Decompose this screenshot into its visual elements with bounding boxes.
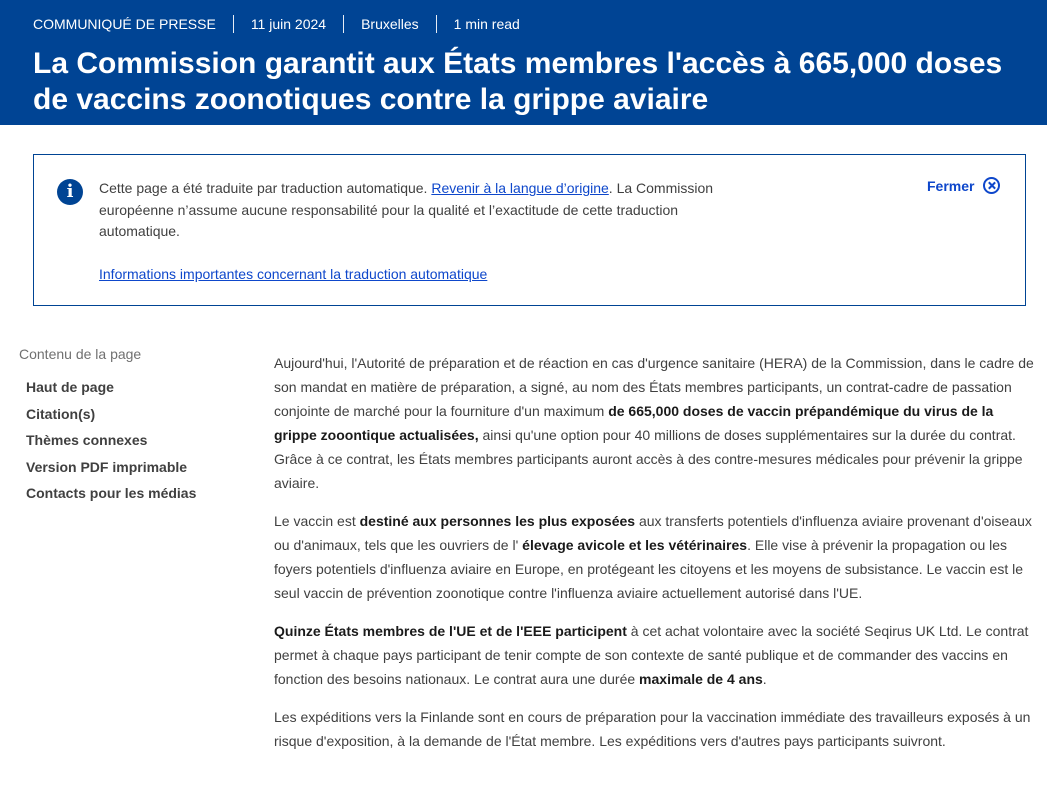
read-time: 1 min read xyxy=(453,16,520,32)
toc-list xyxy=(26,378,196,511)
close-label: Fermer xyxy=(927,177,975,194)
toc-item-quotes[interactable]: Citation(s) xyxy=(26,405,96,422)
toc-title: Contenu de la page xyxy=(19,346,142,362)
toc-item-media-contacts[interactable]: Contacts pour les médias xyxy=(26,485,197,501)
revert-language-link[interactable]: Revenir à la langue d’origine xyxy=(431,180,609,196)
paragraph-3 xyxy=(274,619,1039,691)
text-run: aux transferts potentiels d'influenza aviaire provenant d'oiseaux ou d'animaux, tels que les ouvriers de l' xyxy=(274,513,1032,553)
toc-item-pdf-version[interactable]: Version PDF imprimable xyxy=(26,458,188,475)
text-run: Le vaccin est xyxy=(274,513,360,529)
toc-item-related-topics[interactable]: Thèmes connexes xyxy=(26,432,148,448)
text-run: . Elle vise à prévenir la propagation ou les foyers potentiels d'influenza aviaire en Europe, en protégeant les citoyens et les moyens de subsistance. Le vaccin est le seul vaccin de prévention zoonotique contre l'influenza aviaire actuellement autorisé dans l'UE. xyxy=(274,537,1023,601)
text-run: . xyxy=(762,671,767,687)
page-header xyxy=(0,0,1047,125)
bold-text: maximale de 4 ans xyxy=(639,671,763,687)
notice-text-after: . La Commission européenne n’assume aucune responsabilité pour la qualité et l’exactitude de cette traduction automatique. xyxy=(99,180,714,239)
location: Bruxelles xyxy=(361,16,419,32)
meta-divider xyxy=(343,15,344,33)
text-run: Aujourd'hui, l'Autorité de préparation et de réaction en cas d'urgence sanitaire (HERA) de la Commission, dans le cadre de son mandat en matière de préparation, a signé, au nom des États membres participants, un contrat-cadre de passation conjointe de marché pour la fourniture d'un maximum xyxy=(274,355,1034,419)
translation-info-link[interactable]: Informations importantes concernant la traduction automatique xyxy=(99,266,488,282)
close-icon xyxy=(983,177,1000,194)
info-icon: i xyxy=(57,179,83,205)
paragraph-2 xyxy=(274,509,1039,605)
paragraph-4: Les expéditions vers la Finlande sont en cours de préparation pour la vaccination immédiate des travailleurs exposés à un risque d'exposition, à la demande de l'État membre. Les expéditions vers d'autres pays participants suivront. xyxy=(274,709,1031,749)
bold-text: destiné aux personnes les plus exposées xyxy=(359,513,636,529)
text-run: à cet achat volontaire avec la société Seqirus UK Ltd. Le contrat permet à chaque pays participant de tenir compte de son contexte de santé publique et de commander des vaccins en fonction des besoins nationaux. Le contrat aura une durée xyxy=(274,623,1029,687)
meta-divider xyxy=(436,15,437,33)
content-type: COMMUNIQUÉ DE PRESSE xyxy=(33,16,216,32)
toc-item-top[interactable]: Haut de page xyxy=(26,379,114,395)
publish-date: 11 juin 2024 xyxy=(250,16,327,32)
article-body xyxy=(274,351,1039,767)
paragraph-1 xyxy=(274,351,1039,495)
text-run: ainsi qu'une option pour 40 millions de doses supplémentaires sur la durée du contrat. Grâce à ce contrat, les États membres participants auront accès à des contre-mesures médicales pour prévenir la grippe aviaire. xyxy=(274,427,1023,491)
bold-text: Quinze États membres de l'UE et de l'EEE participent xyxy=(274,623,627,639)
notice-text xyxy=(99,178,739,243)
close-button[interactable] xyxy=(927,177,1000,194)
meta-divider xyxy=(233,15,234,33)
bold-text: de 665,000 doses de vaccin prépandémique du virus de la grippe zooontique actualisées, xyxy=(274,403,994,443)
translation-notice xyxy=(33,154,1026,306)
meta-bar xyxy=(33,15,520,33)
notice-text-before: Cette page a été traduite par traduction automatique. xyxy=(99,180,432,196)
bold-text: élevage avicole et les vétérinaires xyxy=(522,537,748,553)
page-title: La Commission garantit aux États membres l'accès à 665,000 doses de vaccins zoonotiques contre la grippe aviaire xyxy=(33,47,1003,116)
